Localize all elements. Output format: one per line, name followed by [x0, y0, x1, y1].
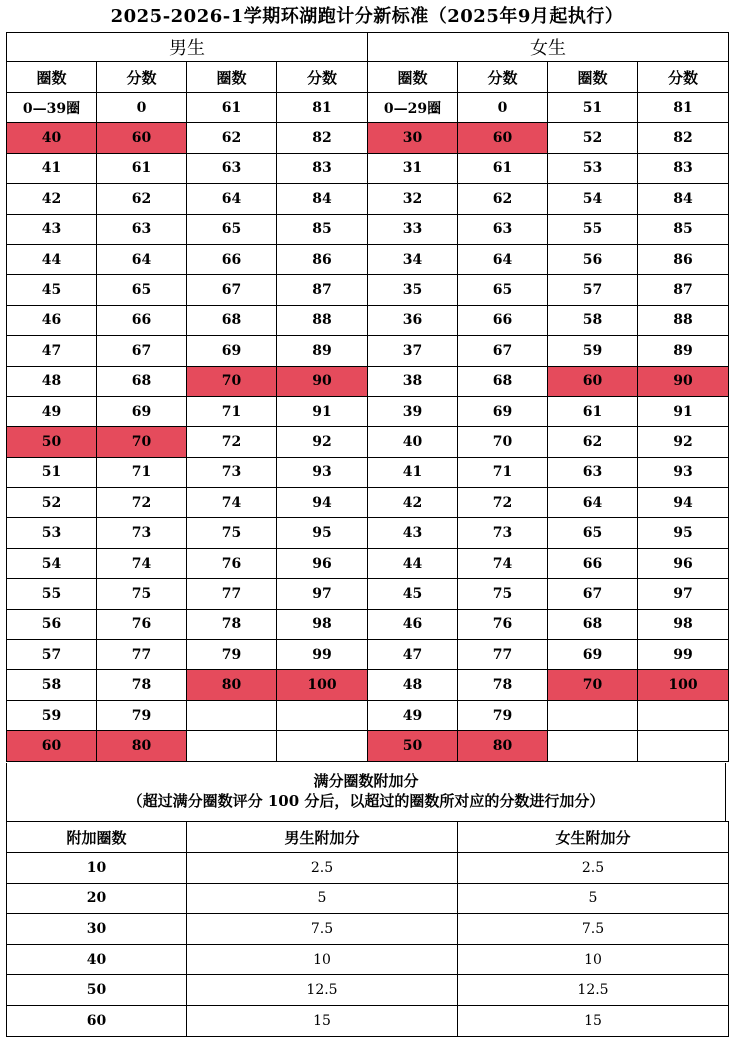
laps-cell: 58 [7, 670, 97, 700]
score-cell: 63 [97, 214, 187, 244]
bonus-table [6, 821, 729, 1037]
laps-cell: 53 [7, 518, 97, 548]
laps-cell: 59 [548, 336, 638, 366]
laps-cell: 67 [187, 275, 277, 305]
bonus-female-cell: 7.5 [458, 914, 729, 945]
laps-cell: 48 [7, 366, 97, 396]
score-cell: 67 [97, 336, 187, 366]
score-cell: 71 [458, 457, 548, 487]
table-row [7, 214, 729, 244]
laps-cell: 36 [368, 305, 458, 335]
laps-cell: 50 [368, 731, 458, 761]
laps-cell: 56 [7, 609, 97, 639]
laps-cell: 70 [187, 366, 277, 396]
score-cell: 100 [638, 670, 729, 700]
laps-cell: 76 [187, 548, 277, 578]
laps-cell: 71 [187, 396, 277, 426]
laps-cell: 65 [548, 518, 638, 548]
laps-cell: 54 [548, 184, 638, 214]
score-cell: 68 [458, 366, 548, 396]
table-row [7, 914, 729, 945]
laps-cell: 68 [187, 305, 277, 335]
bonus-laps-cell: 60 [7, 1005, 187, 1036]
laps-cell: 54 [7, 548, 97, 578]
score-cell: 67 [458, 336, 548, 366]
laps-cell: 44 [368, 548, 458, 578]
laps-cell: 47 [368, 640, 458, 670]
score-cell: 63 [458, 214, 548, 244]
laps-cell: 60 [548, 366, 638, 396]
laps-cell: 33 [368, 214, 458, 244]
table-row [7, 244, 729, 274]
col-score-header: 分数 [638, 62, 729, 93]
laps-cell [548, 700, 638, 730]
laps-cell: 32 [368, 184, 458, 214]
table-row [7, 123, 729, 153]
bonus-female-header: 女生附加分 [458, 822, 729, 853]
score-cell: 91 [277, 396, 368, 426]
table-row [7, 305, 729, 335]
laps-cell [187, 700, 277, 730]
laps-cell: 42 [7, 184, 97, 214]
score-cell: 92 [638, 427, 729, 457]
laps-cell: 56 [548, 244, 638, 274]
laps-cell: 61 [548, 396, 638, 426]
score-cell: 90 [638, 366, 729, 396]
col-score-header: 分数 [97, 62, 187, 93]
score-cell: 84 [277, 184, 368, 214]
laps-cell: 64 [187, 184, 277, 214]
table-row [7, 153, 729, 183]
score-cell: 97 [638, 579, 729, 609]
score-cell: 93 [277, 457, 368, 487]
table-row [7, 336, 729, 366]
laps-cell: 63 [548, 457, 638, 487]
laps-cell: 66 [548, 548, 638, 578]
score-cell: 65 [97, 275, 187, 305]
table-row [7, 883, 729, 914]
col-laps-header: 圈数 [548, 62, 638, 93]
score-cell: 78 [97, 670, 187, 700]
laps-cell: 64 [548, 488, 638, 518]
bonus-section-header [6, 763, 726, 821]
score-cell: 77 [458, 640, 548, 670]
score-cell: 99 [277, 640, 368, 670]
laps-cell: 41 [368, 457, 458, 487]
bonus-female-cell: 5 [458, 883, 729, 914]
score-cell: 74 [458, 548, 548, 578]
score-cell: 94 [638, 488, 729, 518]
laps-cell: 37 [368, 336, 458, 366]
laps-cell: 43 [368, 518, 458, 548]
col-laps-header: 圈数 [368, 62, 458, 93]
laps-cell: 80 [187, 670, 277, 700]
laps-cell: 57 [7, 640, 97, 670]
laps-cell: 51 [7, 457, 97, 487]
male-header: 男生 [7, 33, 368, 62]
score-cell: 89 [277, 336, 368, 366]
score-cell [277, 731, 368, 761]
bonus-male-header: 男生附加分 [187, 822, 458, 853]
table-row [7, 93, 729, 123]
score-cell: 0 [458, 93, 548, 123]
score-cell: 65 [458, 275, 548, 305]
laps-cell: 41 [7, 153, 97, 183]
score-cell: 95 [638, 518, 729, 548]
bonus-male-cell: 12.5 [187, 975, 458, 1006]
score-standard-table [6, 32, 729, 762]
score-cell: 61 [97, 153, 187, 183]
score-cell: 70 [458, 427, 548, 457]
score-cell: 86 [638, 244, 729, 274]
bonus-female-cell: 15 [458, 1005, 729, 1036]
laps-cell: 47 [7, 336, 97, 366]
score-cell: 70 [97, 427, 187, 457]
score-cell: 82 [277, 123, 368, 153]
score-cell: 60 [97, 123, 187, 153]
score-cell [277, 700, 368, 730]
laps-cell: 51 [548, 93, 638, 123]
score-cell: 90 [277, 366, 368, 396]
score-cell: 86 [277, 244, 368, 274]
table-row [7, 427, 729, 457]
score-cell: 98 [277, 609, 368, 639]
laps-cell: 45 [368, 579, 458, 609]
laps-cell: 69 [548, 640, 638, 670]
laps-cell: 52 [548, 123, 638, 153]
laps-cell: 73 [187, 457, 277, 487]
table-row [7, 853, 729, 884]
laps-cell [548, 731, 638, 761]
score-cell: 76 [97, 609, 187, 639]
laps-cell: 66 [187, 244, 277, 274]
score-cell: 91 [638, 396, 729, 426]
laps-cell: 48 [368, 670, 458, 700]
score-cell: 72 [458, 488, 548, 518]
bonus-male-cell: 2.5 [187, 853, 458, 884]
score-cell: 80 [97, 731, 187, 761]
score-cell: 77 [97, 640, 187, 670]
score-cell: 66 [97, 305, 187, 335]
score-cell: 83 [638, 153, 729, 183]
table-row [7, 1005, 729, 1036]
score-cell: 98 [638, 609, 729, 639]
table-row [7, 700, 729, 730]
table-row [7, 975, 729, 1006]
score-cell: 83 [277, 153, 368, 183]
table-row [7, 184, 729, 214]
laps-cell: 46 [368, 609, 458, 639]
bonus-laps-cell: 40 [7, 944, 187, 975]
table-row [7, 366, 729, 396]
score-cell: 64 [97, 244, 187, 274]
laps-cell: 65 [187, 214, 277, 244]
score-cell: 82 [638, 123, 729, 153]
table-row [7, 275, 729, 305]
score-cell: 99 [638, 640, 729, 670]
score-cell: 81 [638, 93, 729, 123]
score-cell: 75 [458, 579, 548, 609]
laps-cell: 79 [187, 640, 277, 670]
laps-cell: 68 [548, 609, 638, 639]
col-laps-header: 圈数 [187, 62, 277, 93]
score-cell: 69 [458, 396, 548, 426]
score-cell: 62 [458, 184, 548, 214]
bonus-laps-header: 附加圈数 [7, 822, 187, 853]
laps-cell: 57 [548, 275, 638, 305]
score-cell: 78 [458, 670, 548, 700]
female-header: 女生 [368, 33, 729, 62]
laps-cell: 40 [7, 123, 97, 153]
laps-cell: 75 [187, 518, 277, 548]
table-row [7, 640, 729, 670]
score-cell: 96 [638, 548, 729, 578]
bonus-title: 满分圈数附加分 [313, 772, 419, 790]
laps-cell: 44 [7, 244, 97, 274]
laps-cell: 61 [187, 93, 277, 123]
score-cell [638, 700, 729, 730]
score-cell: 0 [97, 93, 187, 123]
score-cell: 68 [97, 366, 187, 396]
laps-cell: 38 [368, 366, 458, 396]
score-cell: 62 [97, 184, 187, 214]
laps-cell: 55 [548, 214, 638, 244]
score-cell: 87 [277, 275, 368, 305]
score-cell: 80 [458, 731, 548, 761]
score-cell: 100 [277, 670, 368, 700]
laps-cell: 63 [187, 153, 277, 183]
laps-cell: 52 [7, 488, 97, 518]
table-row [7, 518, 729, 548]
bonus-male-cell: 7.5 [187, 914, 458, 945]
score-cell: 76 [458, 609, 548, 639]
score-cell: 97 [277, 579, 368, 609]
score-cell: 92 [277, 427, 368, 457]
score-cell: 75 [97, 579, 187, 609]
laps-cell: 49 [368, 700, 458, 730]
laps-cell: 40 [368, 427, 458, 457]
laps-cell: 0—29圈 [368, 93, 458, 123]
score-cell: 95 [277, 518, 368, 548]
laps-cell: 45 [7, 275, 97, 305]
score-cell: 87 [638, 275, 729, 305]
table-row [7, 457, 729, 487]
score-cell: 93 [638, 457, 729, 487]
laps-cell: 77 [187, 579, 277, 609]
table-row [7, 579, 729, 609]
bonus-laps-cell: 50 [7, 975, 187, 1006]
score-cell: 60 [458, 123, 548, 153]
table-row [7, 548, 729, 578]
laps-cell: 39 [368, 396, 458, 426]
laps-cell: 49 [7, 396, 97, 426]
laps-cell: 69 [187, 336, 277, 366]
laps-cell: 53 [548, 153, 638, 183]
score-cell: 61 [458, 153, 548, 183]
score-cell: 85 [277, 214, 368, 244]
laps-cell: 78 [187, 609, 277, 639]
laps-cell: 42 [368, 488, 458, 518]
laps-cell: 62 [187, 123, 277, 153]
bonus-male-cell: 15 [187, 1005, 458, 1036]
table-row [7, 396, 729, 426]
laps-cell: 0—39圈 [7, 93, 97, 123]
table-row [7, 731, 729, 761]
score-cell: 71 [97, 457, 187, 487]
laps-cell: 50 [7, 427, 97, 457]
score-cell: 84 [638, 184, 729, 214]
bonus-female-cell: 2.5 [458, 853, 729, 884]
bonus-laps-cell: 20 [7, 883, 187, 914]
laps-cell: 62 [548, 427, 638, 457]
score-cell: 73 [97, 518, 187, 548]
laps-cell: 30 [368, 123, 458, 153]
laps-cell: 34 [368, 244, 458, 274]
laps-cell: 46 [7, 305, 97, 335]
score-cell: 81 [277, 93, 368, 123]
laps-cell: 31 [368, 153, 458, 183]
bonus-female-cell: 10 [458, 944, 729, 975]
score-cell: 88 [277, 305, 368, 335]
bonus-male-cell: 10 [187, 944, 458, 975]
score-cell: 96 [277, 548, 368, 578]
col-score-header: 分数 [458, 62, 548, 93]
score-cell: 73 [458, 518, 548, 548]
col-laps-header: 圈数 [7, 62, 97, 93]
score-cell: 69 [97, 396, 187, 426]
page-title: 2025-2026-1学期环湖跑计分新标准（2025年9月起执行） [110, 6, 624, 27]
bonus-female-cell: 12.5 [458, 975, 729, 1006]
score-cell [638, 731, 729, 761]
laps-cell: 60 [7, 731, 97, 761]
score-cell: 88 [638, 305, 729, 335]
score-cell: 79 [458, 700, 548, 730]
bonus-laps-cell: 30 [7, 914, 187, 945]
laps-cell: 74 [187, 488, 277, 518]
laps-cell: 58 [548, 305, 638, 335]
score-cell: 89 [638, 336, 729, 366]
score-cell: 85 [638, 214, 729, 244]
laps-cell: 59 [7, 700, 97, 730]
col-score-header: 分数 [277, 62, 368, 93]
score-cell: 79 [97, 700, 187, 730]
bonus-male-cell: 5 [187, 883, 458, 914]
laps-cell: 43 [7, 214, 97, 244]
laps-cell [187, 731, 277, 761]
table-row [7, 670, 729, 700]
score-cell: 64 [458, 244, 548, 274]
table-row [7, 488, 729, 518]
laps-cell: 35 [368, 275, 458, 305]
laps-cell: 72 [187, 427, 277, 457]
bonus-subtitle: （超过满分圈数评分 100 分后，以超过的圈数所对应的分数进行加分） [127, 792, 605, 810]
table-row [7, 944, 729, 975]
bonus-laps-cell: 10 [7, 853, 187, 884]
score-cell: 94 [277, 488, 368, 518]
table-row [7, 609, 729, 639]
score-cell: 74 [97, 548, 187, 578]
score-cell: 66 [458, 305, 548, 335]
laps-cell: 67 [548, 579, 638, 609]
laps-cell: 55 [7, 579, 97, 609]
laps-cell: 70 [548, 670, 638, 700]
score-cell: 72 [97, 488, 187, 518]
